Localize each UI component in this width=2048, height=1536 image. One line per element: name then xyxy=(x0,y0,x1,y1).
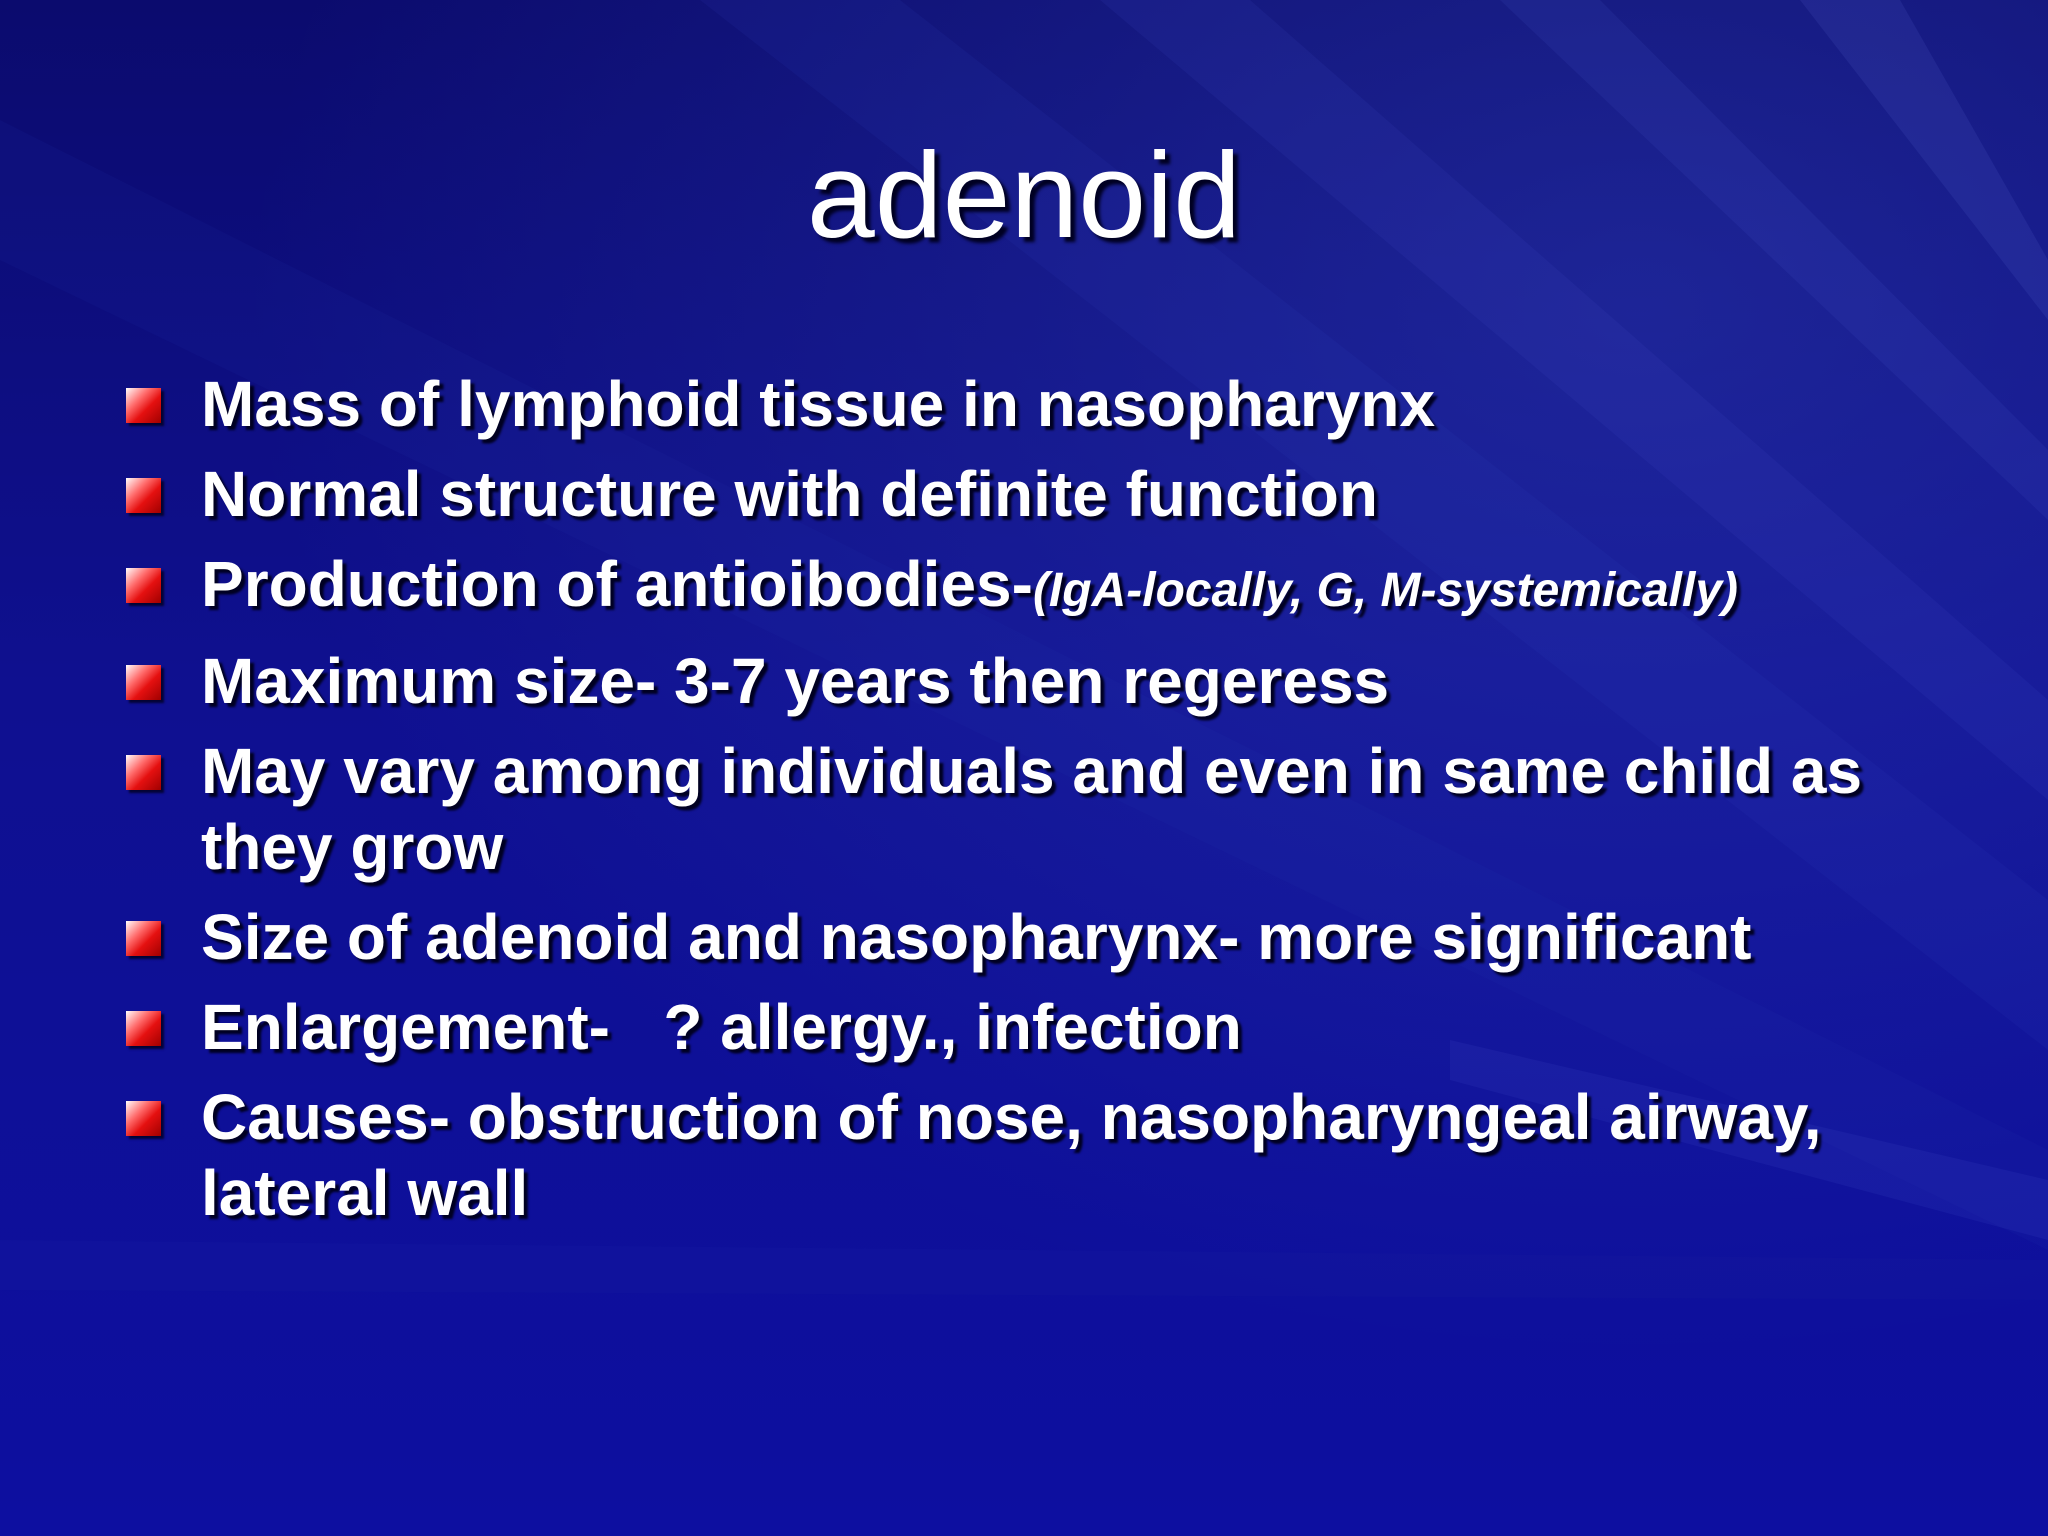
bullet-item xyxy=(126,546,1926,629)
bullet-item xyxy=(126,989,1926,1065)
bullet-text: May vary among individuals and even in same child as they grow xyxy=(201,735,1863,883)
bullet-note: (IgA-locally, G, M-systemically) xyxy=(1032,564,1739,617)
bullet-list xyxy=(126,366,1926,1245)
bullet-text: Mass of lymphoid tissue in nasopharynx xyxy=(201,368,1436,440)
bullet-square-icon xyxy=(126,1011,161,1046)
bullet-square-icon xyxy=(126,921,161,956)
bullet-square-icon xyxy=(126,388,161,423)
bullet-item xyxy=(126,1079,1926,1231)
bullet-square-icon xyxy=(126,755,161,790)
slide-title: adenoid xyxy=(806,127,1242,263)
bullet-text: Production of antioibodies- xyxy=(201,548,1033,620)
bullet-text: Size of adenoid and nasopharynx- more significant xyxy=(201,901,1752,973)
bullet-item xyxy=(126,643,1926,719)
bullet-square-icon xyxy=(126,568,161,603)
bullet-item xyxy=(126,733,1926,885)
bullet-text: Normal structure with definite function xyxy=(201,458,1378,530)
bullet-item xyxy=(126,899,1926,975)
bullet-text: Maximum size- 3-7 years then regeress xyxy=(201,645,1390,717)
bullet-square-icon xyxy=(126,478,161,513)
bullet-item xyxy=(126,366,1926,442)
bullet-text: Enlargement- ? allergy., infection xyxy=(201,991,1242,1063)
bullet-text: Causes- obstruction of nose, nasopharyngeal airway, lateral wall xyxy=(201,1081,1822,1229)
bullet-square-icon xyxy=(126,665,161,700)
bullet-square-icon xyxy=(126,1101,161,1136)
bullet-item xyxy=(126,456,1926,532)
